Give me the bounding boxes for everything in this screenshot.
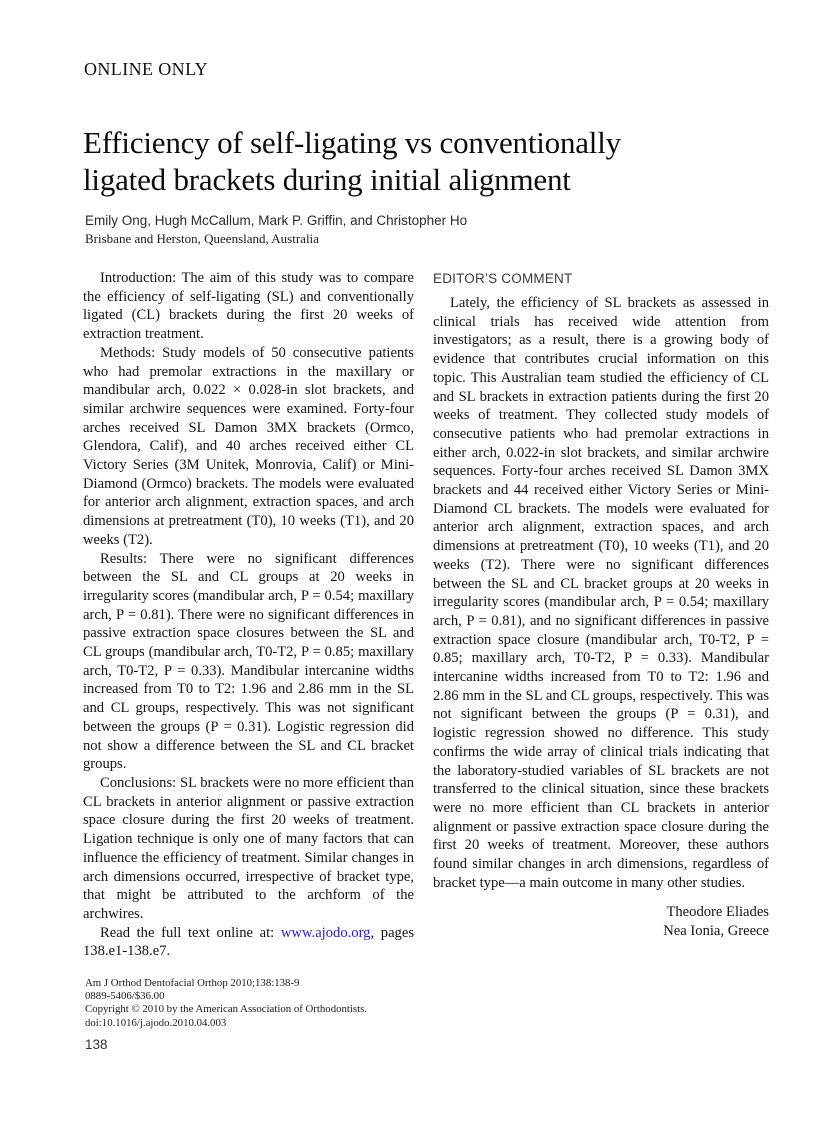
author-line: Emily Ong, Hugh McCallum, Mark P. Griffin, and Christopher Ho xyxy=(85,213,468,228)
editor-signature xyxy=(433,903,769,942)
read-full-text-paragraph xyxy=(83,924,414,961)
abstract-column xyxy=(83,269,414,961)
citation-line: Am J Orthod Dentofacial Orthop 2010;138:138-9 xyxy=(85,977,300,989)
abstract-paragraph-methods: Methods: Study models of 50 consecutive patients who had premolar extractions in the maxillary or mandibular arch, 0.022 × 0.028-in slot brackets, and similar archwire sequences were examined. Forty-four arches received SL Damon 3MX brackets (Ormco, Glendora, Calif), and 40 arches received either CL Victory Series (3M Unitek, Monrovia, Calif) or Mini-Diamond (Ormco) brackets. The models were evaluated for anterior arch alignment, extraction spaces, and arch dimensions at pretreatment (T0), 10 weeks (T1), and 20 weeks (T2). xyxy=(83,344,414,548)
editor-signature-name: Theodore Eliades xyxy=(666,903,769,920)
affiliation-line: Brisbane and Herston, Queensland, Australia xyxy=(85,231,319,246)
online-only-kicker: ONLINE ONLY xyxy=(84,59,209,79)
journal-citation-block xyxy=(85,977,367,1030)
page-number: 138 xyxy=(85,1037,108,1052)
article-title-line2: ligated brackets during initial alignment xyxy=(83,162,571,197)
editor-comment-paragraph: Lately, the efficiency of SL brackets as assessed in clinical trials has received wide attention from investigators; as a result, there is a growing body of evidence that contributes crucial information on this topic. This Australian team studied the efficiency of CL and SL brackets in extraction patients during the first 20 weeks of treatment. They collected study models of consecutive patients who had premolar extractions in either arch, 0.022-in slot brackets, and similar archwire sequences. Forty-four arches received SL Damon 3MX brackets and 44 received either Victory Series or Mini-Diamond CL brackets. The models were evaluated for anterior arch alignment, extraction spaces, and arch dimensions at pretreatment (T0), 10 weeks (T1), and 20 weeks (T2). There were no significant differences between the SL and CL bracket groups at 20 weeks in irregularity scores (mandibular arch, P = 0.54; maxillary arch, P = 0.81), and no significant differences in passive extraction space closure (mandibular arch, T0-T2, P = 0.85; maxillary arch, T0-T2, P = 0.33). Mandibular intercanine widths increased from T0 to T2: 1.96 and 2.86 mm in the SL and CL groups, respectively. This was not significant between the groups (P = 0.31), and logistic regression showed no difference. This study confirms the wide array of clinical trials indicating that the laboratory-studied variables of SL brackets are not transferred to the clinical situation, since these brackets were no more efficient than CL brackets in anterior alignment or passive extraction space closure during the first 20 weeks of treatment. Moreover, these authors found similar changes in arch dimensions, regardless of bracket type—a main outcome in many other studies. xyxy=(433,295,769,891)
editor-signature-place: Nea Ionia, Greece xyxy=(663,923,769,939)
article-title-line1: Efficiency of self-ligating vs conventionally xyxy=(83,125,621,160)
read-full-text-prefix: Read the full text online at: xyxy=(100,924,281,941)
editor-comment-column xyxy=(433,269,769,942)
ajodo-link[interactable]: www.ajodo.org xyxy=(280,924,371,941)
article-title xyxy=(83,124,743,198)
abstract-paragraph-conclusions: Conclusions: SL brackets were no more efficient than CL brackets in anterior alignment or passive extraction space closure during the first 20 weeks of treatment. Ligation technique is only one of many factors that can influence the efficiency of treatment. Similar changes in arch dimensions occurred, irrespective of bracket type, that might be attributed to the archform of the archwires. xyxy=(83,774,414,922)
editor-comment-heading: EDITOR’S COMMENT xyxy=(433,271,573,286)
abstract-paragraph-introduction: Introduction: The aim of this study was to compare the efficiency of self-ligating (SL) and conventionally ligated (CL) brackets during the first 20 weeks of extraction treatment. xyxy=(83,270,414,343)
read-full-text-suffix: , pages 138.e1-138.e7. xyxy=(83,924,415,960)
issn-price-line: 0889-5406/$36.00 xyxy=(85,990,165,1003)
abstract-paragraph-results: Results: There were no significant differences between the SL and CL groups at 20 weeks in irregularity scores (mandibular arch, P = 0.54; maxillary arch, P = 0.81). There were no significant differences in passive extraction space closures between the SL and CL groups (mandibular arch, T0-T2, P = 0.85; maxillary arch, T0-T2, P = 0.33). Mandibular intercanine widths increased from T0 to T2: 1.96 and 2.86 mm in the SL and CL groups, respectively. This was not significant between the groups (P = 0.31). Logistic regression did not show a difference between the SL and CL bracket groups. xyxy=(83,550,414,773)
doi-line: doi:10.1016/j.ajodo.2010.04.003 xyxy=(85,1016,227,1029)
copyright-line: Copyright © 2010 by the American Association of Orthodontists. xyxy=(85,1003,367,1016)
